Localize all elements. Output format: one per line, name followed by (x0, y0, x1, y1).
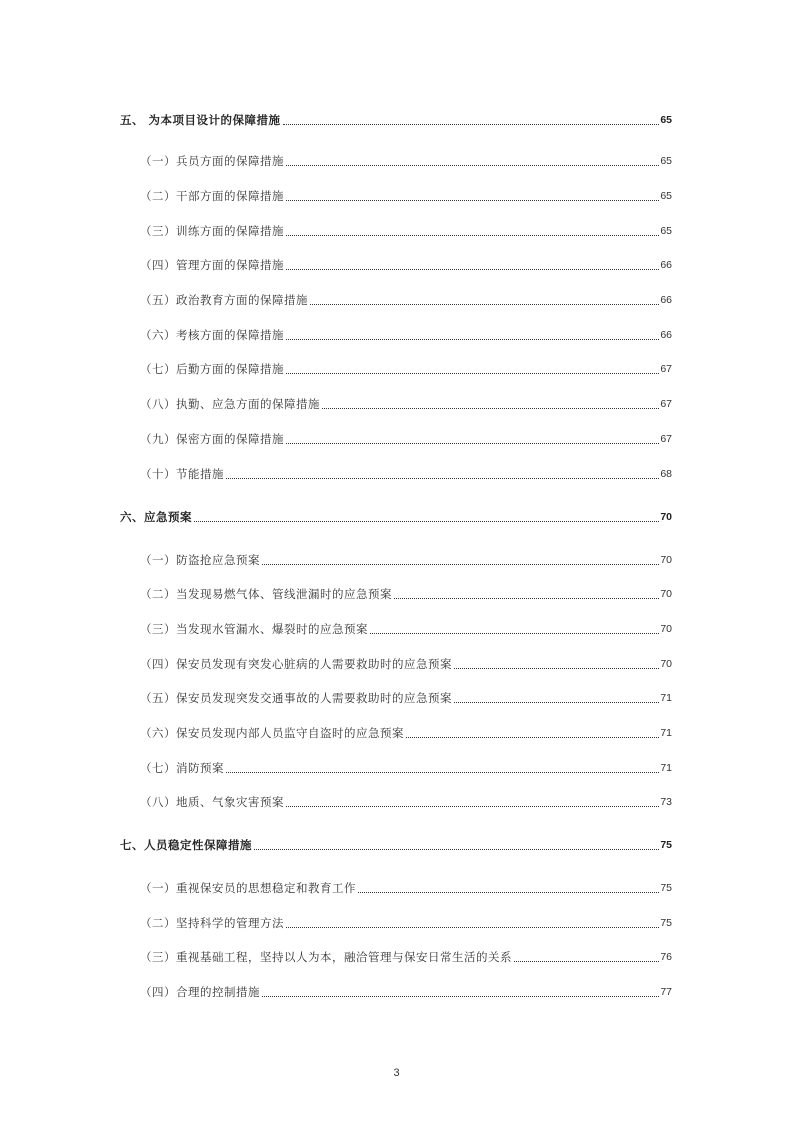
toc-entry-page: 65 (660, 225, 672, 237)
toc-entry-label: （四）保安员发现有突发心脏病的人需要救助时的应急预案 (140, 657, 452, 671)
dot-leader (286, 339, 659, 340)
dot-leader (286, 269, 659, 270)
toc-entry-label: （十）节能措施 (140, 467, 224, 481)
toc-entry-label: （一）重视保安员的思想稳定和教育工作 (140, 881, 356, 895)
dot-leader (226, 772, 659, 773)
toc-entry-page: 70 (660, 554, 672, 566)
toc-entry-page: 77 (660, 986, 672, 998)
toc-entry[interactable] (140, 586, 672, 602)
dot-leader (406, 737, 659, 738)
toc-entry[interactable] (140, 431, 672, 447)
toc-entry-page: 71 (660, 692, 672, 704)
dot-leader (262, 996, 659, 997)
toc-entry-page: 73 (660, 796, 672, 808)
dot-leader (262, 564, 659, 565)
toc-entry-page: 71 (660, 762, 672, 774)
dot-leader (194, 521, 659, 522)
dot-leader (283, 124, 660, 125)
toc-entry-label: 五、 为本项目设计的保障措施 (120, 113, 281, 127)
toc-entry-page: 67 (660, 398, 672, 410)
toc-entry-page: 67 (660, 433, 672, 445)
toc-entry-label: （一）防盗抢应急预案 (140, 553, 260, 567)
toc-entry-page: 70 (660, 623, 672, 635)
toc-entry-page: 70 (660, 511, 672, 523)
toc-entry-label: （六）保安员发现内部人员监守自盗时的应急预案 (140, 726, 404, 740)
toc-entry-page: 75 (660, 917, 672, 929)
toc-entry-page: 71 (660, 727, 672, 739)
toc-entry-label: （四）管理方面的保障措施 (140, 258, 284, 272)
toc-entry-label: 七、人员稳定性保障措施 (120, 838, 252, 852)
toc-entry-page: 76 (660, 951, 672, 963)
dot-leader (286, 927, 659, 928)
toc-entry-page: 66 (660, 329, 672, 341)
toc-entry-label: （五）政治教育方面的保障措施 (140, 293, 308, 307)
dot-leader (286, 200, 659, 201)
toc-entry-page: 75 (660, 839, 672, 851)
toc-entry-label: （三）训练方面的保障措施 (140, 224, 284, 238)
page-number: 3 (393, 1067, 400, 1079)
toc-entry-label: （四）合理的控制措施 (140, 985, 260, 999)
dot-leader (286, 165, 659, 166)
toc-entry[interactable] (140, 327, 672, 343)
toc-entry[interactable] (140, 760, 672, 776)
toc-entry[interactable] (140, 984, 672, 1000)
toc-entry-label: （七）后勤方面的保障措施 (140, 362, 284, 376)
toc-entry[interactable] (140, 361, 672, 377)
toc-entry[interactable] (140, 552, 672, 568)
dot-leader (394, 598, 659, 599)
toc-entry-page: 70 (660, 588, 672, 600)
toc-entry-label: （八）地质、气象灾害预案 (140, 795, 284, 809)
toc-entry-label: （九）保密方面的保障措施 (140, 432, 284, 446)
toc-entry-label: （二）坚持科学的管理方法 (140, 916, 284, 930)
toc-entry[interactable] (140, 396, 672, 412)
dot-leader (254, 849, 659, 850)
toc-entry-label: （二）当发现易燃气体、管线泄漏时的应急预案 (140, 587, 392, 601)
toc-entry-label: （七）消防预案 (140, 761, 224, 775)
toc-entry-label: （八）执勤、应急方面的保障措施 (140, 397, 320, 411)
toc-entry[interactable] (140, 292, 672, 308)
toc-entry-label: （五）保安员发现突发交通事故的人需要救助时的应急预案 (140, 691, 452, 705)
toc-entry-page: 65 (660, 114, 672, 126)
dot-leader (358, 892, 659, 893)
toc-entry[interactable] (140, 466, 672, 482)
toc-entry-page: 75 (660, 882, 672, 894)
toc-entry[interactable] (120, 509, 672, 525)
toc-entry-label: （三）重视基础工程，坚持以人为本，融洽管理与保安日常生活的关系 (140, 950, 512, 964)
dot-leader (286, 373, 659, 374)
toc-entry[interactable] (140, 223, 672, 239)
toc-entry[interactable] (140, 188, 672, 204)
toc-entry[interactable] (140, 794, 672, 810)
toc-entry-page: 66 (660, 259, 672, 271)
dot-leader (286, 443, 659, 444)
dot-leader (286, 806, 659, 807)
dot-leader (514, 961, 659, 962)
toc-entry-label: （三）当发现水管漏水、爆裂时的应急预案 (140, 622, 368, 636)
toc-entry-page: 68 (660, 468, 672, 480)
toc-entry-label: 六、应急预案 (120, 510, 192, 524)
toc-entry[interactable] (120, 112, 672, 128)
dot-leader (226, 478, 659, 479)
toc-entry[interactable] (120, 837, 672, 853)
toc-entry[interactable] (140, 915, 672, 931)
toc-entry[interactable] (140, 880, 672, 896)
toc-entry[interactable] (140, 621, 672, 637)
toc-entry[interactable] (140, 690, 672, 706)
toc-entry[interactable] (140, 257, 672, 273)
toc-entry-page: 65 (660, 190, 672, 202)
toc-entry[interactable] (140, 153, 672, 169)
toc-entry-page: 67 (660, 363, 672, 375)
toc-entry[interactable] (140, 949, 672, 965)
toc-entry-page: 66 (660, 294, 672, 306)
toc-entry[interactable] (140, 725, 672, 741)
dot-leader (286, 235, 659, 236)
dot-leader (454, 668, 659, 669)
dot-leader (370, 633, 659, 634)
toc-entry-label: （一）兵员方面的保障措施 (140, 154, 284, 168)
toc-entry-page: 70 (660, 658, 672, 670)
dot-leader (310, 304, 659, 305)
dot-leader (322, 408, 659, 409)
toc-entry-label: （二）干部方面的保障措施 (140, 189, 284, 203)
toc-entry-label: （六）考核方面的保障措施 (140, 328, 284, 342)
toc-entry[interactable] (140, 656, 672, 672)
toc-entry-page: 65 (660, 155, 672, 167)
dot-leader (454, 702, 659, 703)
